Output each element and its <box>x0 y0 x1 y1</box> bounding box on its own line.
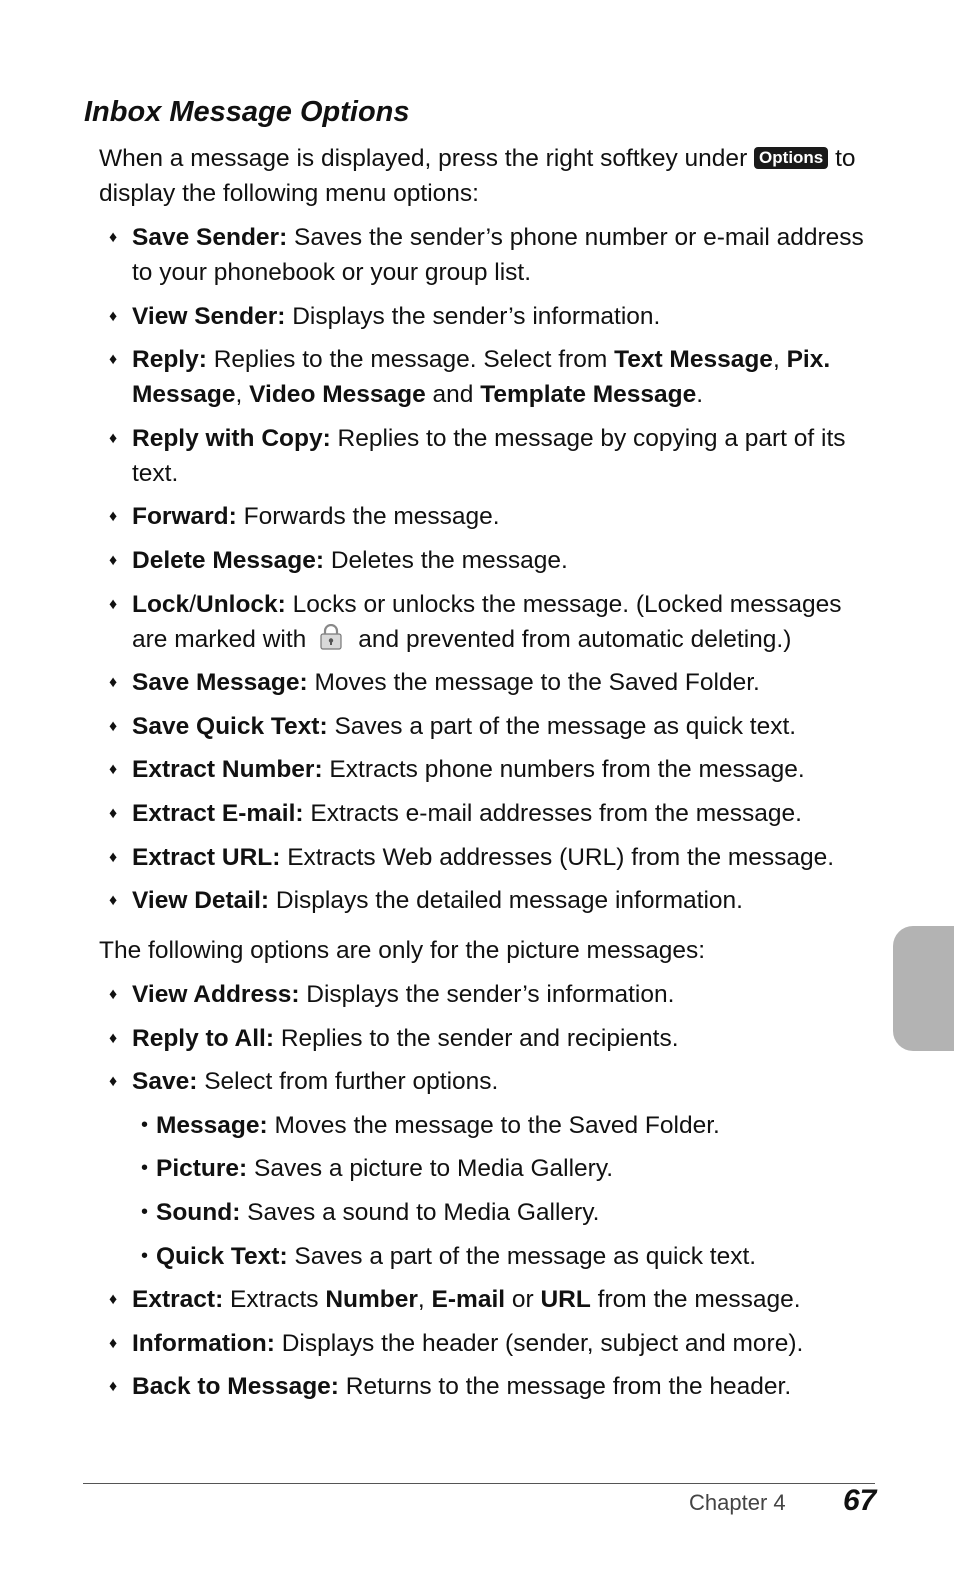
footer-divider <box>83 1483 875 1484</box>
diamond-bullet-icon: ♦ <box>109 595 118 613</box>
suboption-message: • Message: Moves the message to the Saved Folder. <box>109 1108 869 1143</box>
option-lock-unlock: ♦ Lock/Unlock: Locks or unlocks the message. (Locked messages are marked with and prevented from automatic deleting.) <box>109 587 869 657</box>
picture-options-list <box>109 977 869 1413</box>
diamond-bullet-icon: ♦ <box>109 1334 118 1352</box>
option-extract-url: ♦ Extract URL: Extracts Web addresses (URL) from the message. <box>109 840 869 875</box>
option-forward: ♦ Forward: Forwards the message. <box>109 499 869 534</box>
dot-bullet-icon: • <box>141 1113 149 1136</box>
option-delete-message: ♦ Delete Message: Deletes the message. <box>109 543 869 578</box>
page-number: 67 <box>843 1484 877 1517</box>
diamond-bullet-icon: ♦ <box>109 848 118 866</box>
diamond-bullet-icon: ♦ <box>109 229 118 246</box>
option-information: ♦ Information: Displays the header (sender, subject and more). <box>109 1326 869 1361</box>
dot-bullet-icon: • <box>141 1157 149 1180</box>
suboption-picture: • Picture: Saves a picture to Media Gallery. <box>109 1151 869 1186</box>
diamond-bullet-icon: ♦ <box>109 717 118 735</box>
intro-paragraph <box>99 141 879 211</box>
diamond-bullet-icon: ♦ <box>109 1073 118 1091</box>
intro-before: When a message is displayed, press the right softkey under <box>99 145 748 172</box>
option-save-message: ♦ Save Message: Moves the message to the Saved Folder. <box>109 665 869 700</box>
intro-after: to display the following menu options: <box>99 145 856 207</box>
option-view-sender: ♦ View Sender: Displays the sender’s information. <box>109 299 869 334</box>
suboption-sound: • Sound: Saves a sound to Media Gallery. <box>109 1195 869 1230</box>
diamond-bullet-icon: ♦ <box>109 986 118 1003</box>
diamond-bullet-icon: ♦ <box>109 674 118 692</box>
message-options-list <box>109 220 869 927</box>
option-save-sender: ♦ Save Sender: Saves the sender’s phone number or e-mail address to your phonebook or your group list. <box>109 220 869 290</box>
options-softkey-label: Options <box>754 147 828 169</box>
option-reply-to-all: ♦ Reply to All: Replies to the sender and recipients. <box>109 1021 869 1056</box>
diamond-bullet-icon: ♦ <box>109 429 118 447</box>
diamond-bullet-icon: ♦ <box>109 761 118 779</box>
diamond-bullet-icon: ♦ <box>109 551 118 569</box>
option-extract: ♦ Extract: Extracts Number, E-mail or URL from the message. <box>109 1282 869 1317</box>
dot-bullet-icon: • <box>141 1200 149 1223</box>
diamond-bullet-icon: ♦ <box>109 508 118 526</box>
lock-icon <box>320 624 342 650</box>
option-save: ♦ Save: Select from further options. <box>109 1064 869 1099</box>
diamond-bullet-icon: ♦ <box>109 351 118 369</box>
diamond-bullet-icon: ♦ <box>109 1378 118 1396</box>
option-extract-number: ♦ Extract Number: Extracts phone numbers from the message. <box>109 752 869 787</box>
page-title: Inbox Message Options <box>84 96 410 128</box>
option-extract-email: ♦ Extract E-mail: Extracts e-mail addresses from the message. <box>109 796 869 831</box>
option-save-quick-text: ♦ Save Quick Text: Saves a part of the message as quick text. <box>109 709 869 744</box>
footer-chapter: Chapter 4 <box>689 1490 786 1515</box>
diamond-bullet-icon: ♦ <box>109 804 118 822</box>
diamond-bullet-icon: ♦ <box>109 1291 118 1309</box>
diamond-bullet-icon: ♦ <box>109 892 118 910</box>
picture-options-intro: The following options are only for the picture messages: <box>99 937 706 964</box>
option-view-address: ♦ View Address: Displays the sender’s information. <box>109 977 869 1012</box>
diamond-bullet-icon: ♦ <box>109 1029 118 1047</box>
chapter-thumb-tab <box>893 926 954 1051</box>
dot-bullet-icon: • <box>141 1244 149 1267</box>
diamond-bullet-icon: ♦ <box>109 307 118 325</box>
option-back-to-message: ♦ Back to Message: Returns to the message from the header. <box>109 1369 869 1404</box>
suboption-quick-text: • Quick Text: Saves a part of the message as quick text. <box>109 1239 869 1274</box>
option-reply: ♦ Reply: Replies to the message. Select from Text Message, Pix. Message, Video Message and Template Message. <box>109 342 869 412</box>
option-view-detail: ♦ View Detail: Displays the detailed message information. <box>109 883 869 918</box>
option-reply-with-copy: ♦ Reply with Copy: Replies to the message by copying a part of its text. <box>109 421 869 491</box>
